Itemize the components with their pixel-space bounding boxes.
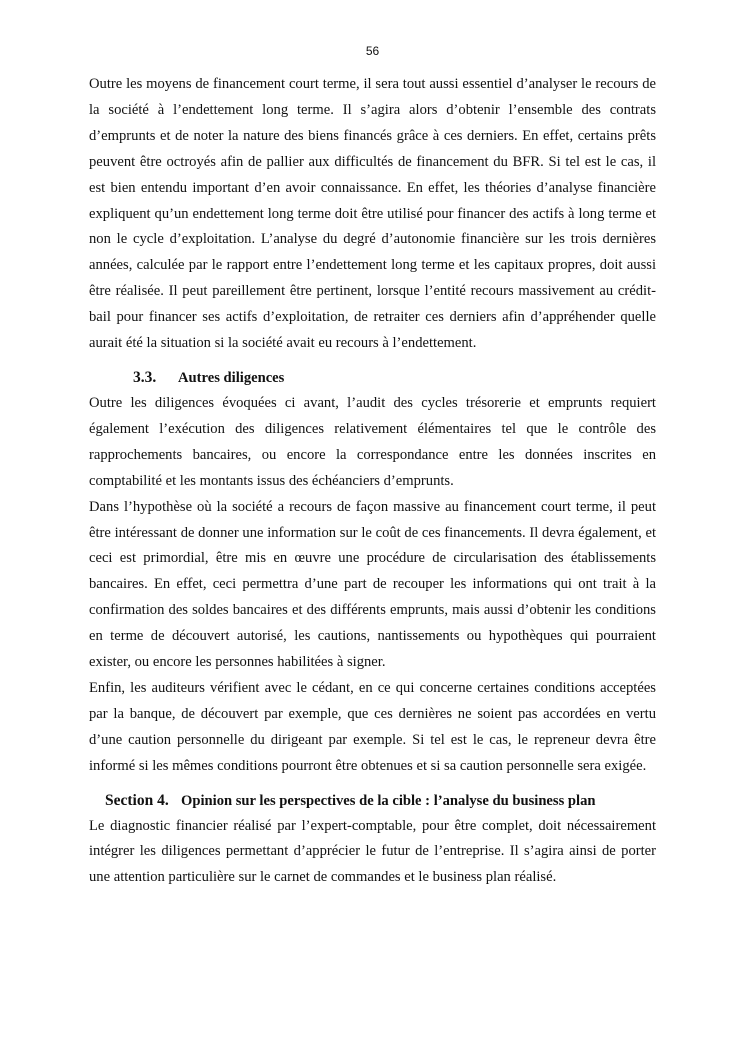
page-number: 56 bbox=[365, 44, 380, 58]
document-body bbox=[89, 72, 656, 891]
subsection-number: 3.3. bbox=[133, 368, 157, 386]
section-title: Opinion sur les perspectives de la cible : l’analyse du business plan bbox=[181, 792, 596, 809]
section-number: Section 4. bbox=[105, 791, 169, 809]
paragraph-auditors-verification: Enfin, les auditeurs vérifient avec le cédant, en ce qui concerne certaines conditions acceptées par la banque, de découvert par exemple, que ces dernières ne soient pas accordées en vertu d’une caution personnelle du dirigeant par exemple. Si tel est le cas, le repreneur devra être informé si les mêmes conditions pourront être obtenues et si sa caution personnelle sera exigée. bbox=[89, 679, 656, 774]
paragraph-short-term-financing: Dans l’hypothèse où la société a recours de façon massive au financement court terme, il peut être intéressant de donner une information sur le coût de ces financements. Il devra également, et ceci est primordial, être mis en œuvre une procédure de circularisation des établissements bancaires. En effet, ceci permettra d’une part de recouper les informations qui ont trait à la confirmation des soldes bancaires et des différents emprunts, mais aussi d’obtenir les conditions en terme de découvert autorisé, les cautions, nantissements ou hypothèques qui pourraient exister, ou encore les personnes habilitées à signer. bbox=[89, 498, 656, 671]
paragraph-business-plan: Le diagnostic financier réalisé par l’expert-comptable, pour être complet, doit nécessairement intégrer les diligences permettant d’apprécier le futur de l’entreprise. Il s’agira ainsi de porter une attention particulière sur le carnet de commandes et le business plan réalisé. bbox=[89, 817, 656, 886]
paragraph-long-term-debt: Outre les moyens de financement court terme, il sera tout aussi essentiel d’analyser le recours de la société à l’endettement long terme. Il s’agira alors d’obtenir l’ensemble des contrats d’emprunts et de noter la nature des biens financés grâce à ces derniers. En effet, certains prêts peuvent être octroyés afin de pallier aux difficultés de financement du BFR. Si tel est le cas, il est bien entendu important d’en avoir connaissance. En effet, les théories d’analyse financière expliquent qu’un endettement long terme doit être utilisé pour financer des actifs à long terme et non le cycle d’exploitation. L’analyse du degré d’autonomie financière sur les trois dernières années, calculée par le rapport entre l’endettement long terme et les capitaux propres, doit aussi être réalisée. Il peut pareillement être pertinent, lorsque l’entité recours massivement au crédit-bail pour financer ses actifs d’exploitation, de retraiter ces derniers afin d’appréhender quelle aurait été la situation si la société avait eu recours à l’endettement. bbox=[89, 76, 656, 352]
subsection-heading-3-3 bbox=[89, 365, 656, 391]
section-heading-4 bbox=[89, 788, 656, 814]
subsection-title: Autres diligences bbox=[178, 369, 285, 386]
paragraph-other-diligences: Outre les diligences évoquées ci avant, l’audit des cycles trésorerie et emprunts requiert également l’exécution des diligences relativement élémentaires tel que le contrôle des rapprochements bancaires, ou encore la correspondance entre les données inscrites en comptabilité et les montants issus des échéanciers d’emprunts. bbox=[89, 394, 656, 489]
